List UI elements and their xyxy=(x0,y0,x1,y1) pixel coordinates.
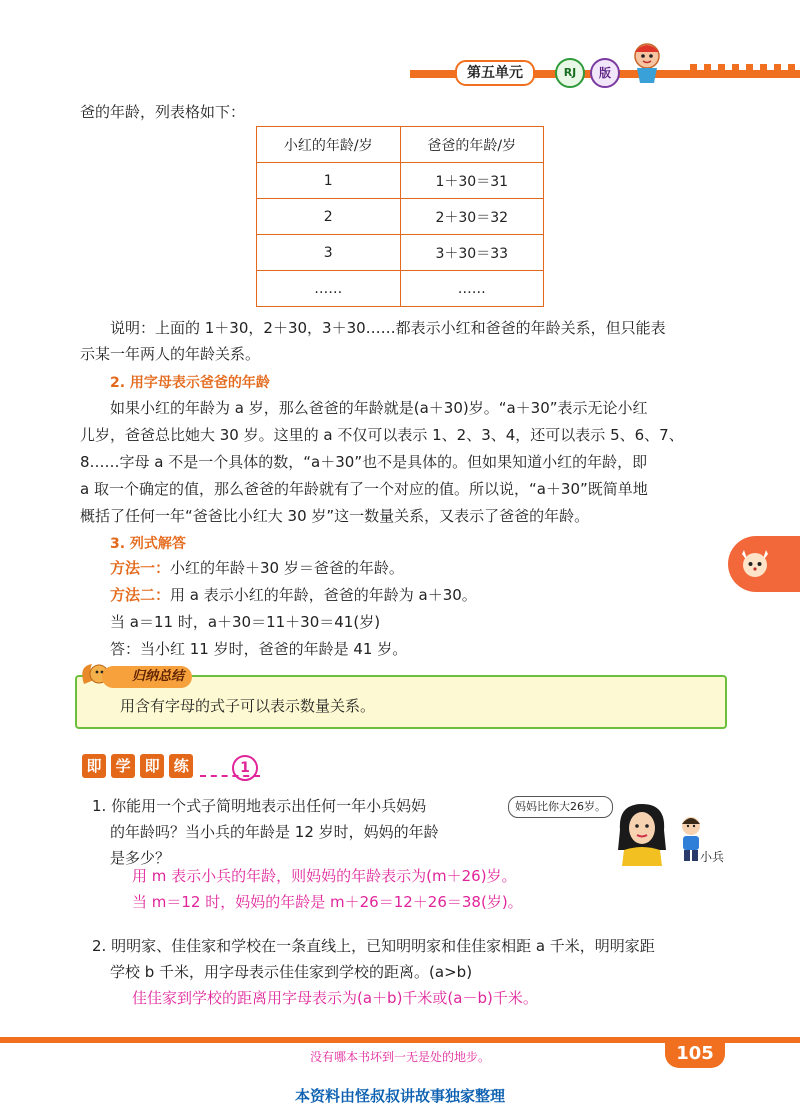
table-cell: 3＋30＝33 xyxy=(400,235,544,271)
unit-label: 第五单元 xyxy=(455,60,535,86)
table-row xyxy=(257,271,544,307)
q1-line: 的年龄吗？当小兵的年龄是 12 岁时，妈妈的年龄 xyxy=(110,823,439,841)
practice-number: 1 xyxy=(232,755,258,781)
checker-pattern-icon xyxy=(690,64,800,78)
q1-answer-line: 用 m 表示小兵的年龄，则妈妈的年龄表示为(m＋26)岁。 xyxy=(132,867,517,885)
section-2-line: a 取一个确定的值，那么爸爸的年龄就有了一个对应的值。所以说，“a＋30”既简单地 xyxy=(80,480,648,498)
boy-label: 小兵 xyxy=(700,850,725,864)
practice-char: 即 xyxy=(140,754,164,778)
table-row xyxy=(257,163,544,199)
method-2-text: 用 a 表示小红的年龄，爸爸的年龄为 a＋30。 xyxy=(170,586,477,604)
edition-badge: 版 xyxy=(590,58,620,88)
practice-char: 练 xyxy=(169,754,193,778)
footer-credit: 本资料由怪叔叔讲故事独家整理 xyxy=(294,1087,505,1105)
summary-text: 用含有字母的式子可以表示数量关系。 xyxy=(120,697,376,715)
table-row xyxy=(257,199,544,235)
page-number: 105 xyxy=(665,1040,725,1068)
method-2 xyxy=(110,585,477,605)
fox-face-icon xyxy=(738,546,772,580)
age-table xyxy=(256,126,544,307)
intro-text: 爸的年龄，列表格如下： xyxy=(80,103,246,121)
table-cell: …… xyxy=(257,271,401,307)
calc-line: 当 a＝11 时，a＋30＝11＋30＝41(岁) xyxy=(110,613,381,631)
section-2-line: 如果小红的年龄为 a 岁，那么爸爸的年龄就是(a＋30)岁。“a＋30”表示无论小红 xyxy=(110,399,648,417)
section-2-line: 8……字母 a 不是一个具体的数，“a＋30”也不是具体的。但如果知道小红的年龄，即 xyxy=(80,453,648,471)
table-cell: 1＋30＝31 xyxy=(400,163,544,199)
table-cell: 2 xyxy=(257,199,401,235)
table-cell: 1 xyxy=(257,163,401,199)
header-dad-age: 爸爸的年龄/岁 xyxy=(400,127,544,163)
method-2-label: 方法二： xyxy=(110,586,171,604)
section-2-line: 概括了任何一年“爸爸比小红大 30 岁”这一数量关系，又表示了爸爸的年龄。 xyxy=(80,507,590,525)
q2-line: 2. 明明家、佳佳家和学校在一条直线上，已知明明家和佳佳家相距 a 千米，明明家距 xyxy=(92,937,655,955)
section-2-title: 2. 用字母表示爸爸的年龄 xyxy=(110,375,270,391)
method-1-label: 方法一： xyxy=(110,559,171,577)
speech-bubble: 妈妈比你大26岁。 xyxy=(508,796,613,818)
q1-line: 是多少？ xyxy=(110,849,171,867)
table-cell: 3 xyxy=(257,235,401,271)
footer-motto: 没有哪本书坏到一无是处的地步。 xyxy=(309,1050,490,1064)
method-1 xyxy=(110,558,404,578)
header-xiaohong-age: 小红的年龄/岁 xyxy=(257,127,401,163)
practice-char: 即 xyxy=(82,754,106,778)
q1-answer-line: 当 m＝12 时，妈妈的年龄是 m＋26＝12＋26＝38(岁)。 xyxy=(132,893,523,911)
section-2-line: 儿岁，爸爸总比她大 30 岁。这里的 a 不仅可以表示 1、2、3、4，还可以表示 5、6、7、 xyxy=(80,426,684,444)
table-cell: …… xyxy=(400,271,544,307)
mascot-icon xyxy=(622,36,672,86)
table-header-row xyxy=(257,127,544,163)
table-row xyxy=(257,235,544,271)
practice-char: 学 xyxy=(111,754,135,778)
q1-line: 1. 你能用一个式子简明地表示出任何一年小兵妈妈 xyxy=(92,797,427,815)
rj-badge: RJ xyxy=(555,58,585,88)
q2-answer: 佳佳家到学校的距离用字母表示为(a＋b)千米或(a－b)千米。 xyxy=(132,989,538,1007)
method-1-text: 小红的年龄＋30 岁＝爸爸的年龄。 xyxy=(170,559,404,577)
practice-title xyxy=(82,754,193,778)
explanation-line-2: 示某一年两人的年龄关系。 xyxy=(80,345,261,363)
table-cell: 2＋30＝32 xyxy=(400,199,544,235)
mother-illustration-icon xyxy=(612,800,672,866)
q2-line: 学校 b 千米，用字母表示佳佳家到学校的距离。(a>b) xyxy=(110,963,473,981)
explanation-line-1: 说明：上面的 1＋30，2＋30，3＋30……都表示小红和爸爸的年龄关系，但只能表 xyxy=(110,319,666,337)
section-3-title: 3. 列式解答 xyxy=(110,536,186,552)
summary-tag: 归纳总结 xyxy=(102,666,192,688)
answer-line: 答：当小红 11 岁时，爸爸的年龄是 41 岁。 xyxy=(110,640,408,658)
